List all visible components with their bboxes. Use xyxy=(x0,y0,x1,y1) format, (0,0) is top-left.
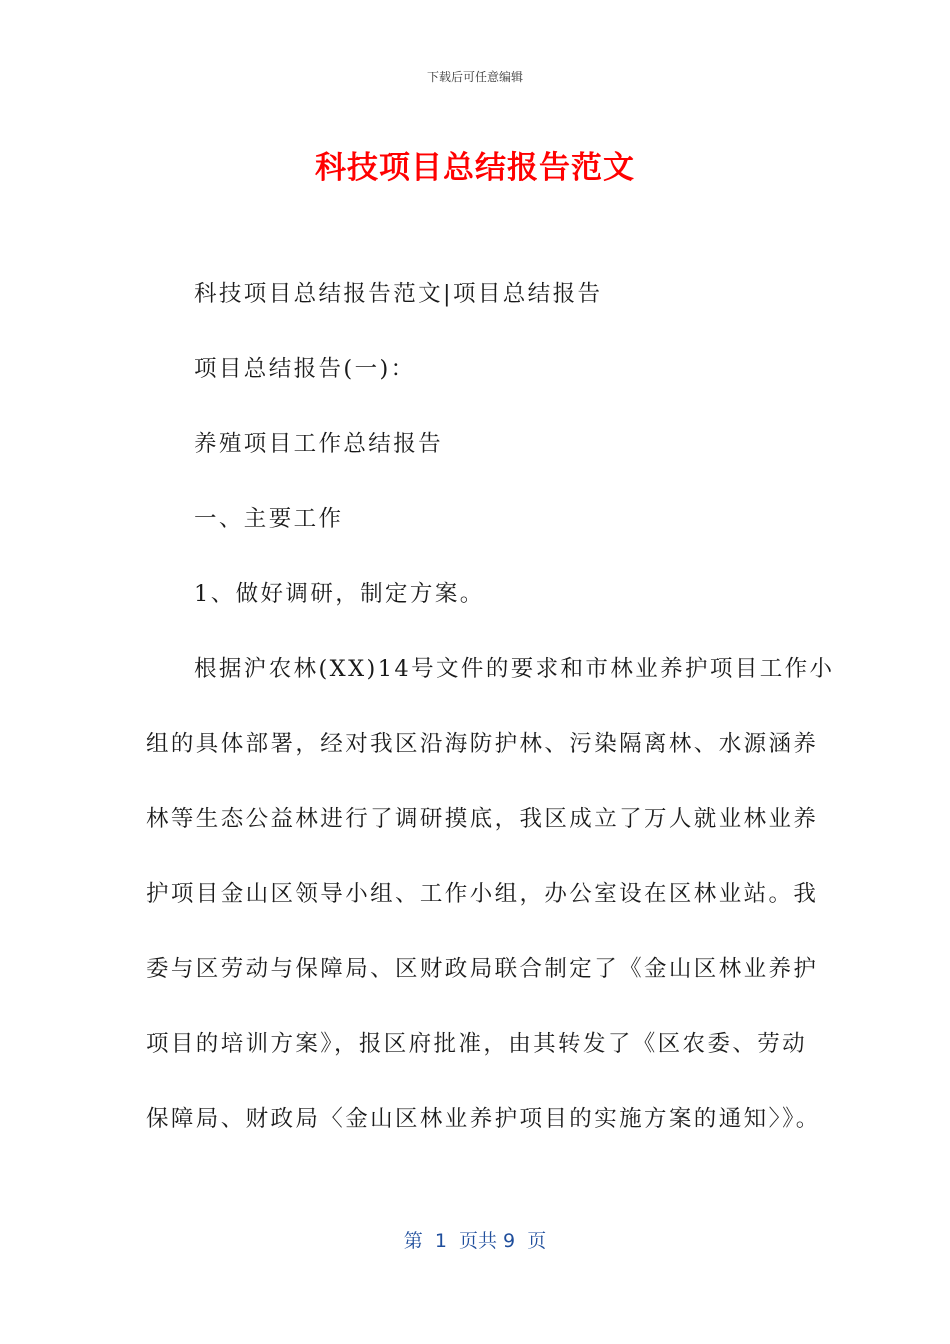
page-number-footer: 第 1 页共 9 页 xyxy=(403,1230,547,1252)
paragraph-line: 养殖项目工作总结报告 xyxy=(194,431,444,457)
paragraph-line: 一、主要工作 xyxy=(194,506,344,532)
document-title: 科技项目总结报告范文 xyxy=(315,150,635,186)
paragraph-line: 科技项目总结报告范文|项目总结报告 xyxy=(194,281,603,307)
paragraph-line: 组的具体部署，经对我区沿海防护林、污染隔离林、水源涵养 xyxy=(146,731,819,757)
header-note: 下载后可任意编辑 xyxy=(426,70,523,84)
paragraph-line: 项目的培训方案》，报区府批准，由其转发了《区农委、劳动 xyxy=(146,1031,808,1057)
paragraph-line: 护项目金山区领导小组、工作小组，办公室设在区林业站。我 xyxy=(146,881,819,907)
paragraph-line: 保障局、财政局〈金山区林业养护项目的实施方案的通知〉》。 xyxy=(146,1106,821,1132)
paragraph-line: 林等生态公益林进行了调研摸底，我区成立了万人就业林业养 xyxy=(146,806,819,832)
document-body xyxy=(146,270,835,1170)
paragraph-line: 根据沪农林(XX)14号文件的要求和市林业养护项目工作小 xyxy=(194,656,835,682)
paragraph-line: 1、做好调研，制定方案。 xyxy=(194,581,485,607)
paragraph-line: 委与区劳动与保障局、区财政局联合制定了《金山区林业养护 xyxy=(146,956,819,982)
paragraph-line: 项目总结报告(一)： xyxy=(194,356,416,382)
